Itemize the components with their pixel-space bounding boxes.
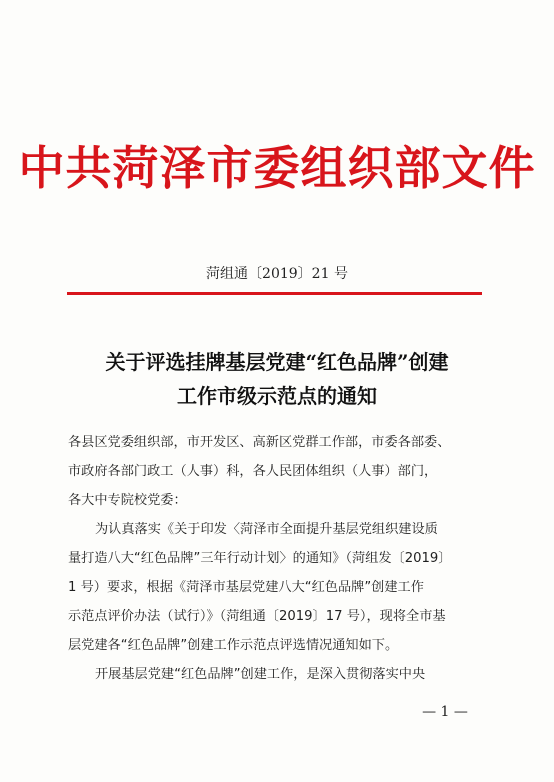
body-line: 层党建各“红色品牌”创建工作示范点评选情况通知如下。 bbox=[68, 638, 399, 653]
body-line: 市政府各部门政工（人事）科，各人民团体组织（人事）部门， bbox=[68, 464, 438, 479]
notice-title-line-2: 工作市级示范点的通知 bbox=[177, 384, 377, 408]
body-line: 1 号）要求，根据《菏泽市基层党建八大“红色品牌”创建工作 bbox=[68, 580, 424, 595]
notice-title bbox=[0, 345, 554, 413]
page-number: — 1 — bbox=[422, 704, 468, 720]
body-line: 各大中专院校党委： bbox=[68, 493, 187, 508]
body-line: 为认真落实《关于印发〈菏泽市全面提升基层党组织建设质 bbox=[95, 522, 438, 537]
document-masthead: 中共菏泽市委组织部文件 bbox=[18, 141, 536, 195]
notice-title-line-1: 关于评选挂牌基层党建“红色品牌”创建 bbox=[105, 350, 449, 374]
body-line: 各县区党委组织部，市开发区、高新区党群工作部，市委各部委、 bbox=[68, 435, 451, 450]
body-line: 示范点评价办法（试行）》（菏组通〔2019〕17 号），现将全市基 bbox=[68, 609, 446, 624]
document-number: 菏组通〔2019〕21 号 bbox=[206, 266, 348, 282]
body-line: 量打造八大“红色品牌”三年行动计划〉的通知》（菏组发〔2019〕 bbox=[68, 551, 452, 566]
red-divider-line bbox=[67, 292, 482, 295]
notice-body bbox=[68, 428, 488, 689]
body-line: 开展基层党建“红色品牌”创建工作，是深入贯彻落实中央 bbox=[95, 667, 426, 682]
